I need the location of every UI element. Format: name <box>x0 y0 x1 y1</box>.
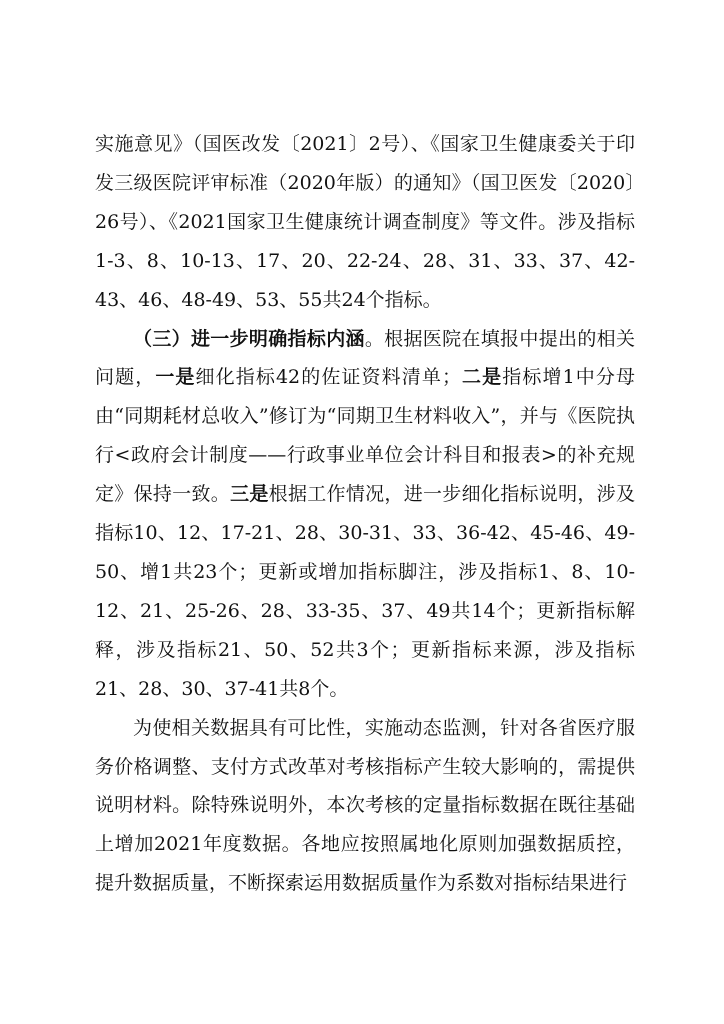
item-text-third: 根据工作情况，进一步细化指标说明，涉及指标10、12、17-21、28、30-31、33、36-42、45-46、49-50、增1共23个；更新或增加指标脚注，涉及指标1、8、10-12、21、25-26、28、33-35、37、49共14个；更新指标解释，涉及指标21、50、52共3个；更新指标来源，涉及指标21、28、30、37-41共8个。 <box>95 483 635 700</box>
section-heading: （三）进一步明确指标内涵 <box>133 327 365 350</box>
paragraph-intro: 。根据医院在填报中提出的相关问题， <box>95 327 635 389</box>
item-label-first: 一是 <box>155 366 196 389</box>
document-body <box>95 125 635 903</box>
paragraph-policy-references: 实施意见》（国医改发〔2021〕2号）、《国家卫生健康委关于印发三级医院评审标准（2020年版）的通知》（国卫医发〔2020〕26号）、《2021国家卫生健康统计调查制度》等文件。涉及指标1-3、8、10-13、17、20、22-24、28、31、33、37、42-43、46、48-49、53、55共24个指标。 <box>95 133 635 311</box>
paragraph-indicator-clarification <box>95 320 635 709</box>
item-label-second: 二是 <box>460 366 503 389</box>
item-text-first: 细化指标42的佐证资料清单； <box>195 366 461 389</box>
item-label-third: 三是 <box>230 483 269 506</box>
item-text-second: 指标增1中分母由“同期耗材总收入”修订为“同期卫生材料收入”，并与《医院执行<政府会计制度——行政事业单位会计科目和报表>的补充规定》保持一致。 <box>95 366 635 506</box>
paragraph-data-comparability: 为使相关数据具有可比性，实施动态监测，针对各省医疗服务价格调整、支付方式改革对考核指标产生较大影响的，需提供说明材料。除特殊说明外，本次考核的定量指标数据在既往基础上增加2021年度数据。各地应按照属地化原则加强数据质控，提升数据质量，不断探索运用数据质量作为系数对指标结果进行 <box>95 716 635 895</box>
